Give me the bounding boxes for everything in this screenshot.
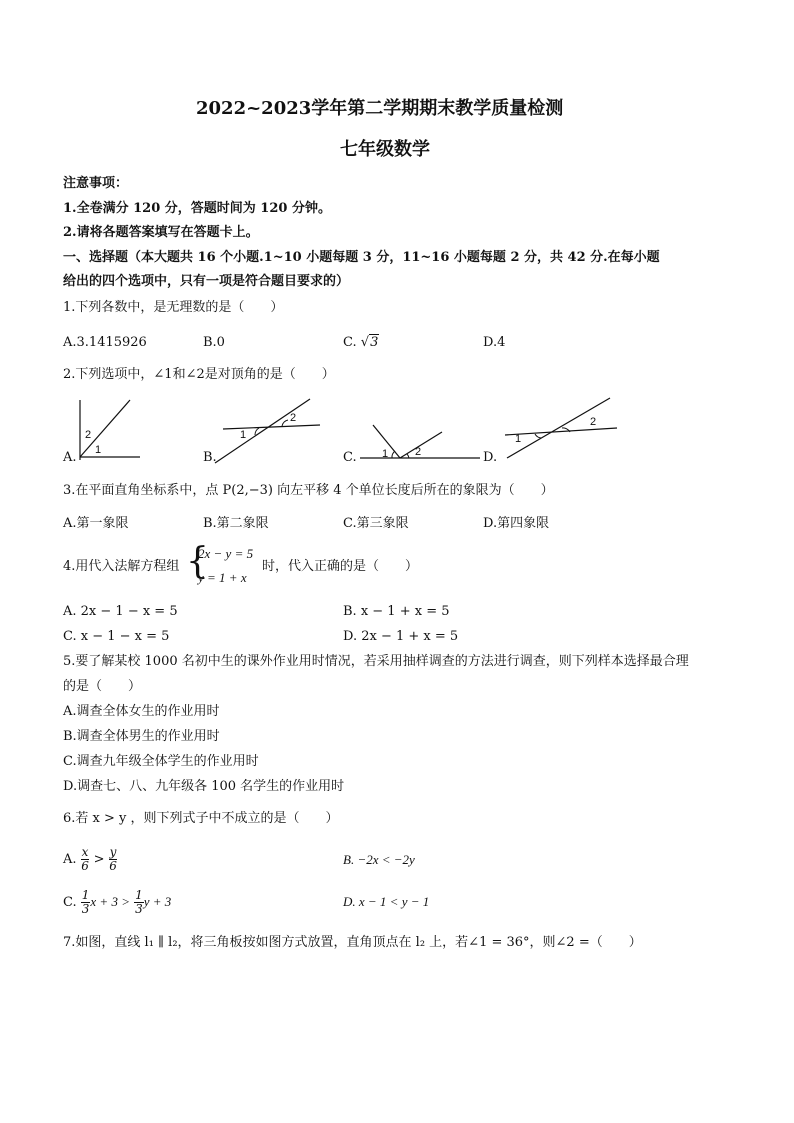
sqrt-symbol: √3 — [360, 335, 379, 350]
figure-d-label-1: 1 — [515, 433, 522, 445]
notes-item-1: 1.全卷满分 120 分，答题时间为 120 分钟。 — [63, 201, 331, 216]
section-heading-line1: 一、选择题（本大题共 16 个小题.1~10 小题每题 3 分，11~16 小题每题 2 分，共 42 分.在每小题 — [63, 250, 660, 265]
notes-item-2: 2.请将各题答案填写在答题卡上。 — [63, 225, 259, 240]
q2-option-d: D. — [483, 450, 498, 465]
q1-option-d: D.4 — [483, 335, 506, 350]
q2-option-a: A. — [63, 450, 77, 465]
q5-option-c: C.调查九年级全体学生的作业用时 — [63, 754, 259, 769]
figure-d-label-2: 2 — [590, 416, 597, 428]
figure-a-label-1: 1 — [95, 444, 102, 456]
q2-option-c: C. — [343, 450, 357, 465]
figure-c-label-2: 2 — [415, 446, 422, 458]
q4-option-c: C. x − 1 − x = 5 — [63, 629, 170, 644]
figure-d — [505, 398, 617, 458]
notes-heading: 注意事项： — [63, 176, 129, 191]
exam-subtitle: 七年级数学 — [340, 139, 430, 160]
q5-stem-line1: 5.要了解某校 1000 名初中生的课外作业用时情况，若采用抽样调查的方法进行调查，则下列样本选择最合理 — [63, 654, 689, 669]
q3-option-b: B.第二象限 — [203, 516, 269, 531]
q2-figures — [60, 395, 760, 465]
figure-b-slanted-line — [215, 399, 310, 463]
fraction-one-third-right: $\frac{1}{3}$ — [135, 888, 143, 916]
figure-c — [360, 425, 480, 460]
q4-option-d: D. 2x − 1 + x = 5 — [343, 629, 459, 644]
q3-stem: 3.在平面直角坐标系中，点 P(2,−3) 向左平移 4 个单位长度后所在的象限为（ ） — [63, 483, 554, 498]
q4-equation-1: 2x − y = 5 — [198, 546, 254, 561]
equation-system-brace: { — [186, 541, 209, 582]
figure-b-label-2: 2 — [290, 412, 297, 424]
q6-option-d: D. x − 1 < y − 1 — [343, 894, 430, 909]
q5-option-d: D.调查七、八、九年级各 100 名学生的作业用时 — [63, 779, 345, 794]
figure-d-horizontal-line — [505, 428, 617, 435]
q1-option-a: A.3.1415926 — [63, 335, 147, 350]
q2-option-b: B. — [203, 450, 217, 465]
figure-a — [80, 400, 140, 460]
figure-c-label-1: 1 — [382, 448, 389, 460]
figure-d-slanted-line — [507, 398, 610, 458]
figure-c-arc-1 — [392, 451, 395, 458]
fraction-y-over-6: $\frac{y}{6}$ — [109, 845, 117, 873]
q6-option-a: A. $\frac{x}{6}$ > $\frac{y}{6}$ — [63, 845, 117, 873]
q3-option-c: C.第三象限 — [343, 516, 409, 531]
q7-stem: 7.如图，直线 l₁ ∥ l₂，将三角板按如图方式放置，直角顶点在 l₂ 上，若∠1 = 36°，则∠2 =（ ） — [63, 935, 642, 950]
q1-option-c: C. √3 — [343, 335, 379, 350]
q5-option-a: A.调查全体女生的作业用时 — [63, 704, 220, 719]
q1-stem: 1.下列各数中，是无理数的是（ ） — [63, 300, 284, 315]
q4-stem-suffix: 时，代入正确的是（ ） — [262, 559, 419, 574]
q3-option-d: D.第四象限 — [483, 516, 550, 531]
q6-option-c: C. $\frac{1}{3}$ x + 3 > $\frac{1}{3}$ y + 3 — [63, 888, 172, 916]
q2-stem: 2.下列选项中，∠1和∠2是对顶角的是（ ） — [63, 367, 335, 382]
q4-option-a: A. 2x − 1 − x = 5 — [63, 604, 178, 619]
q4-stem-prefix: 4.用代入法解方程组 — [63, 559, 180, 574]
figure-c-arc-2 — [407, 454, 409, 458]
figure-b — [215, 399, 320, 463]
figure-a-label-2: 2 — [85, 429, 92, 441]
fraction-one-third-left: $\frac{1}{3}$ — [81, 888, 90, 916]
section-heading-line2: 给出的四个选项中，只有一项是符合题目要求的） — [63, 274, 350, 289]
figure-b-label-1: 1 — [240, 429, 247, 441]
q6-option-b: B. −2x < −2y — [343, 852, 415, 867]
q3-option-a: A.第一象限 — [63, 516, 129, 531]
q5-option-b: B.调查全体男生的作业用时 — [63, 729, 220, 744]
q4-equation-2: y = 1 + x — [198, 570, 247, 585]
fraction-x-over-6: $\frac{x}{6}$ — [81, 845, 89, 873]
q4-option-b: B. x − 1 + x = 5 — [343, 604, 450, 619]
figure-b-arc-2 — [282, 420, 288, 426]
exam-title: 2022~2023学年第二学期期末教学质量检测 — [196, 98, 564, 119]
q1-option-b: B.0 — [203, 335, 225, 350]
figure-d-arc-1 — [535, 434, 541, 438]
q6-stem: 6.若 x > y ，则下列式子中不成立的是（ ） — [63, 811, 339, 826]
q5-stem-line2: 的是（ ） — [63, 679, 142, 694]
